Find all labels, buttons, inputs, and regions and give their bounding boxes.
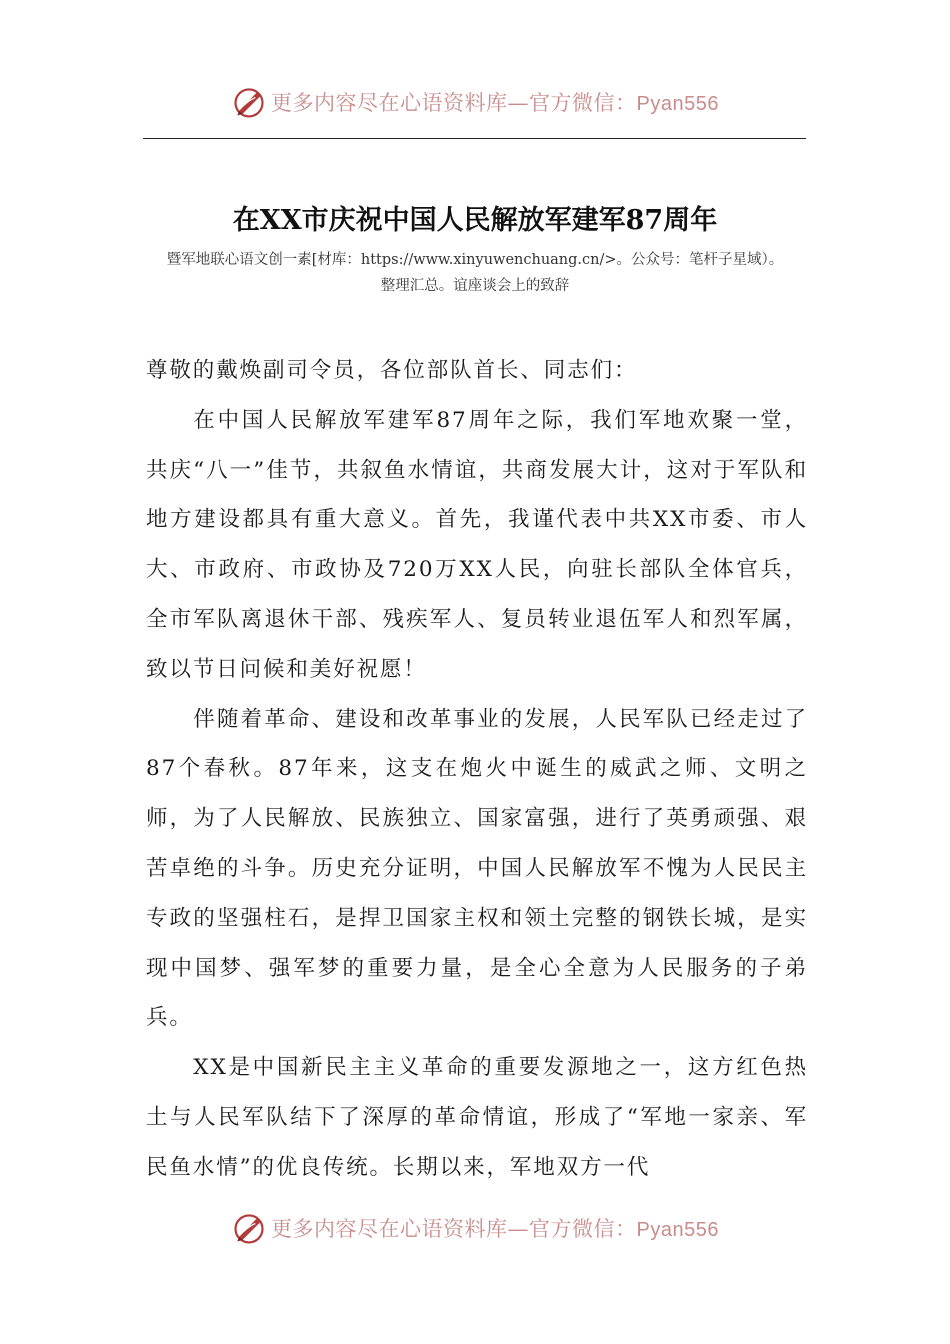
pen-logo-icon	[231, 84, 267, 120]
banner-handle: Pyan556	[636, 93, 719, 115]
banner-text: 更多内容尽在心语资料库—官方微信：	[271, 91, 637, 115]
subtitle-line: 暨军地联心语文创一素[材库：https://www.xinyuwenchuang.cn/>。公众号：笔杆子星域）。	[166, 252, 784, 268]
salutation: 尊敬的戴焕副司令员，各位部队首长、同志们：	[146, 358, 638, 383]
footer-banner	[0, 1206, 950, 1250]
document-body	[146, 346, 808, 1193]
banner-handle: Pyan556	[636, 1219, 719, 1241]
document-title: 在XX市庆祝中国人民解放军建军87周年	[232, 205, 718, 236]
subtitle-line: 整理汇总。谊座谈会上的致辞	[380, 278, 570, 294]
pen-logo-icon	[231, 1210, 267, 1246]
header-banner	[0, 80, 950, 124]
banner-brand	[271, 87, 719, 117]
banner-brand	[271, 1213, 719, 1243]
body-paragraph: 在中国人民解放军建军87周年之际，我们军地欢聚一堂，共庆“八一”佳节，共叙鱼水情谊，共商发展大计，这对于军队和地方建设都具有重大意义。首先，我谨代表中共XX市委、市人大、市政府、市政协及720万XX人民，向驻长部队全体官兵，全市军队离退休干部、残疾军人、复员转业退伍军人和烈军属，致以节日问候和美好祝愿！	[146, 407, 808, 682]
document-subtitle	[140, 247, 810, 299]
body-paragraph: XX是中国新民主主义革命的重要发源地之一，这方红色热土与人民军队结下了深厚的革命情谊，形成了“军地一家亲、军民鱼水情”的优良传统。长期以来，军地双方一代	[146, 1055, 808, 1180]
header-divider	[143, 138, 806, 139]
body-paragraph: 伴随着革命、建设和改革事业的发展，人民军队已经走过了87个春秋。87年来，这支在炮火中诞生的威武之师、文明之师，为了人民解放、民族独立、国家富强，进行了英勇顽强、艰苦卓绝的斗争。历史充分证明，中国人民解放军不愧为人民民主专政的坚强柱石，是捍卫国家主权和领土完整的钢铁长城，是实现中国梦、强军梦的重要力量，是全心全意为人民服务的子弟兵。	[146, 706, 808, 1031]
banner-text: 更多内容尽在心语资料库—官方微信：	[271, 1217, 637, 1241]
